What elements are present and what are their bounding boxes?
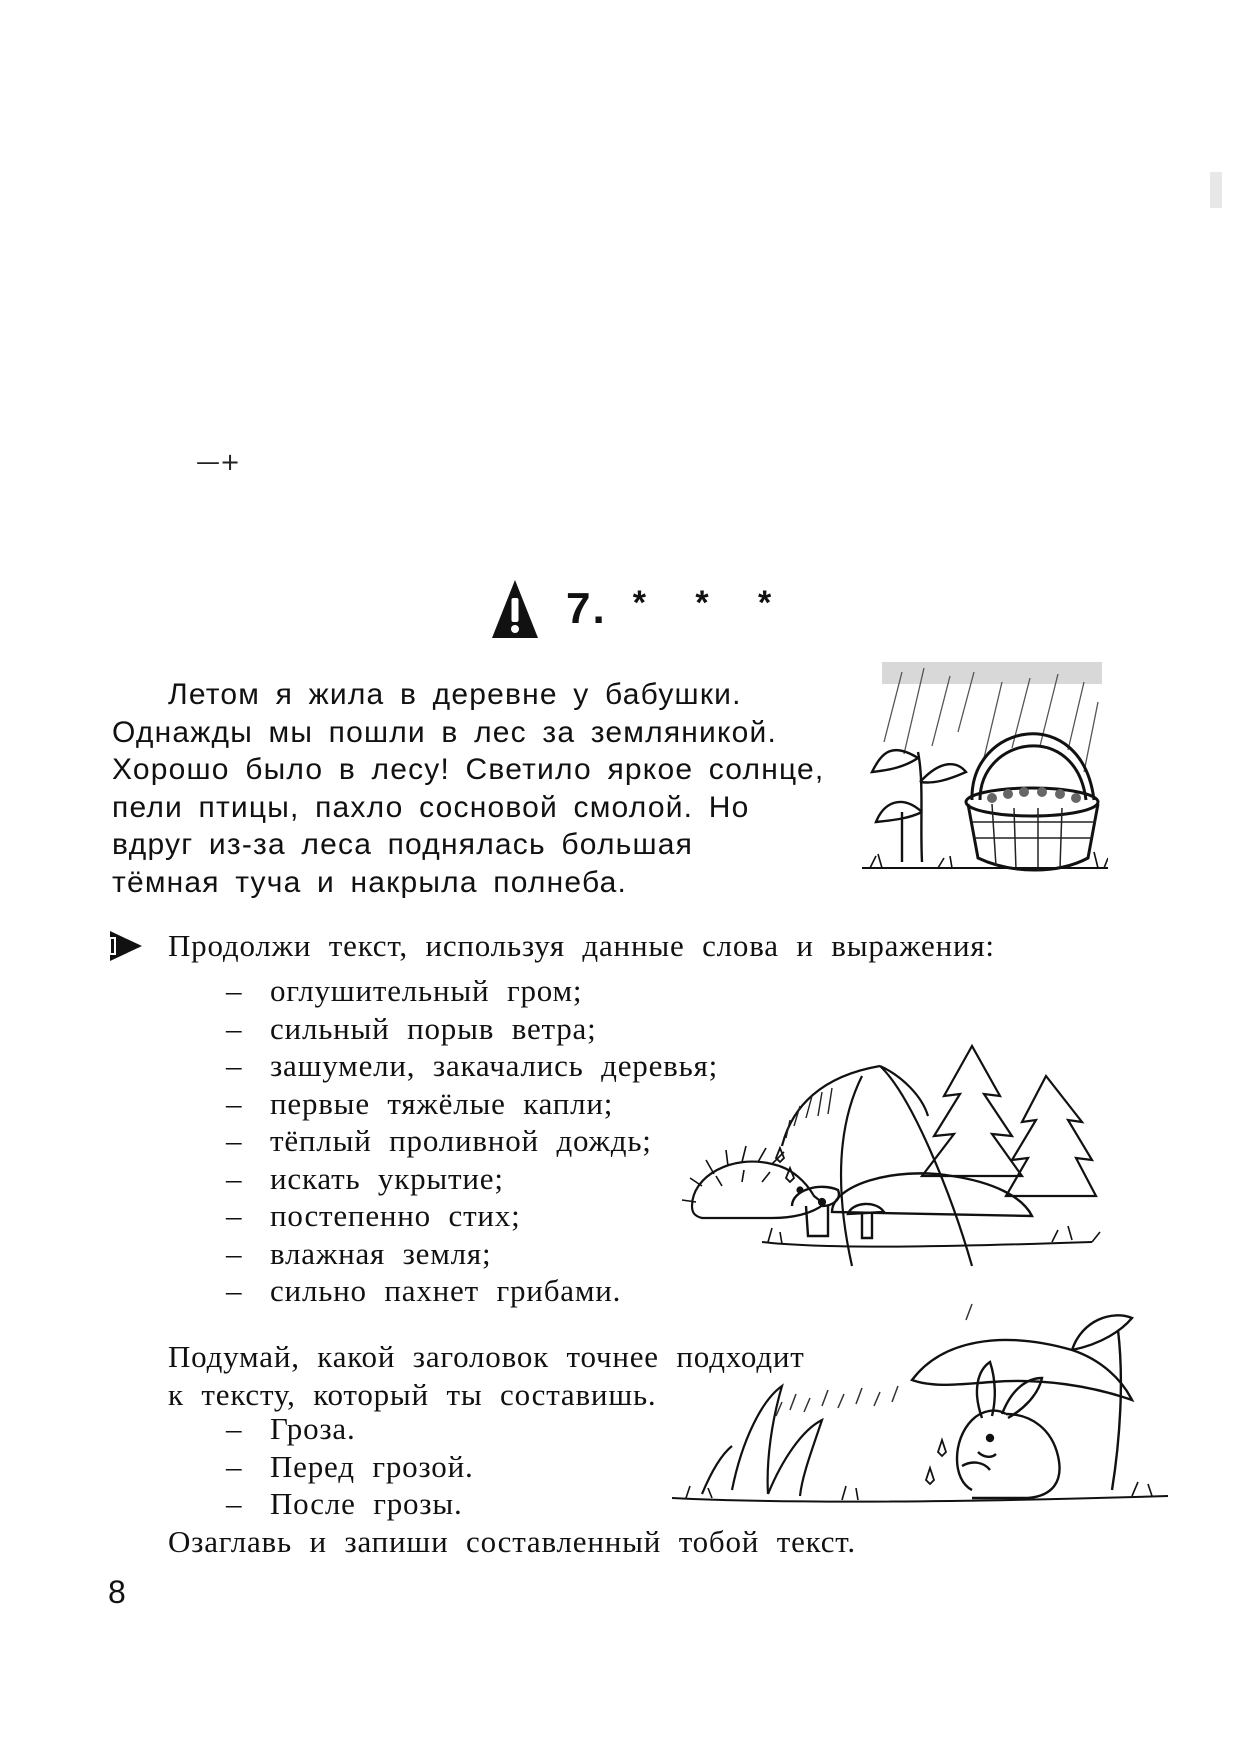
list-item: – первые тяжёлые капли; bbox=[226, 1085, 614, 1121]
question-line: Подумай, какой заголовок точнее подходит bbox=[168, 1339, 805, 1374]
list-item: – тёплый проливной дождь; bbox=[226, 1123, 652, 1158]
task-stars: * * * bbox=[632, 583, 792, 622]
instruction bbox=[108, 928, 995, 964]
intro-line: Хорошо было в лесу! Светило яркое солнце, bbox=[112, 753, 825, 786]
list-item: – Перед грозой. bbox=[226, 1448, 474, 1484]
list-item: – сильно пахнет грибами. bbox=[226, 1273, 622, 1308]
list-item: – Гроза. bbox=[226, 1411, 356, 1446]
crop-mark: —+ bbox=[196, 448, 241, 476]
intro-line: вдруг из-за леса поднялась большая bbox=[112, 828, 694, 861]
hare-under-leaf-illustration bbox=[672, 1290, 1168, 1512]
pointer-arrow-icon bbox=[108, 929, 144, 963]
intro-line: Летом я жила в деревне у бабушки. bbox=[168, 678, 742, 711]
intro-line: Однажды мы пошли в лес за земляникой. bbox=[112, 715, 778, 749]
list-item: – влажная земля; bbox=[226, 1235, 492, 1271]
question-line: к тексту, который ты составишь. bbox=[168, 1376, 657, 1412]
list-item: – постепенно стих; bbox=[226, 1198, 521, 1233]
list-item: – искать укрытие; bbox=[226, 1160, 504, 1196]
intro-line: тёмная туча и накрыла полнеба. bbox=[112, 865, 628, 899]
exclamation-triangle-icon bbox=[490, 578, 540, 640]
list-item: – сильный порыв ветра; bbox=[226, 1010, 597, 1046]
task-heading bbox=[490, 578, 791, 640]
intro-line: пели птицы, пахло сосновой смолой. Но bbox=[112, 790, 750, 824]
page-number: 8 bbox=[108, 1574, 126, 1610]
task-number: 7. bbox=[566, 584, 607, 633]
list-item: – После грозы. bbox=[226, 1486, 463, 1521]
hedgehog-forest-illustration bbox=[672, 1036, 1142, 1286]
title-options bbox=[226, 1410, 474, 1523]
basket-in-rain-illustration bbox=[862, 662, 1108, 880]
final-instruction: Озаглавь и запиши составленный тобой текст. bbox=[168, 1524, 856, 1559]
scan-edge-mark bbox=[1210, 172, 1222, 208]
phrase-list bbox=[226, 972, 718, 1310]
instruction-text: Продолжи текст, используя данные слова и выражения: bbox=[168, 928, 995, 963]
list-item: – оглушительный гром; bbox=[226, 973, 583, 1008]
list-item: – зашумели, закачались деревья; bbox=[226, 1048, 718, 1083]
intro-paragraph bbox=[112, 676, 864, 901]
